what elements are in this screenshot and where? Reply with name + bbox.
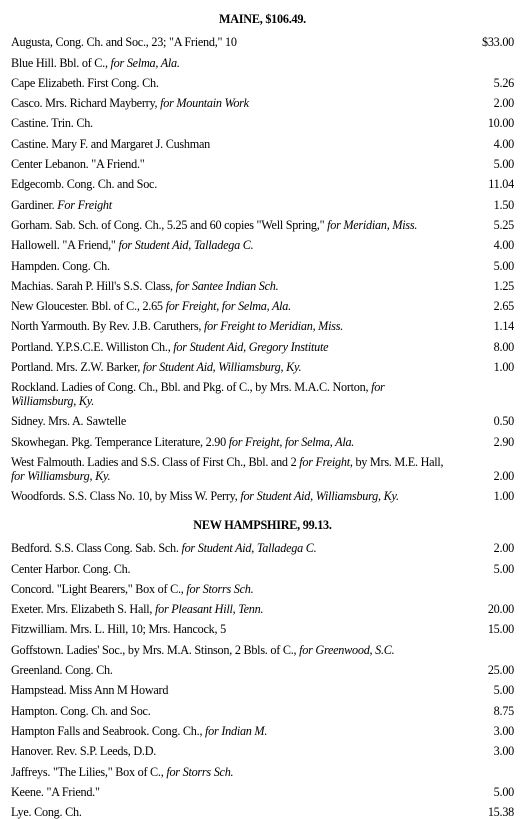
entry-amount: 15.38 xyxy=(487,805,514,819)
entry-description xyxy=(11,218,450,232)
entry-amount: 15.00 xyxy=(487,622,514,637)
entry-row xyxy=(11,70,514,90)
entry-donor-text: Edgecomb. Cong. Ch. and Soc. xyxy=(11,177,158,192)
entry-designation: for Student Aid, Talladega C. xyxy=(181,541,317,556)
entry-donor-text: Greenland. Cong. Ch. xyxy=(11,663,113,678)
entry-row xyxy=(11,616,514,636)
entry-amount: 5.00 xyxy=(493,784,514,799)
entry-designation: for Student Aid, Gregory Institute xyxy=(173,339,329,354)
entry-row xyxy=(11,151,514,171)
entry-amount: 0.50 xyxy=(493,414,514,429)
entry-description xyxy=(11,683,450,697)
entry-designation: for Freight, for Selma, Ala. xyxy=(228,434,355,449)
entry-row xyxy=(11,90,514,110)
entry-row xyxy=(11,408,514,428)
entry-amount: 5.00 xyxy=(493,683,514,698)
section-heading: MAINE, $106.49. xyxy=(219,12,306,26)
entry-donor-text: West Falmouth. Ladies and S.S. Class of First Ch., Bbl. and 2 xyxy=(11,454,297,469)
entry-amount: 5.25 xyxy=(493,217,514,232)
entry-description xyxy=(11,704,450,718)
entry-donor-text: Exeter. Mrs. Elizabeth S. Hall, xyxy=(11,602,153,617)
entry-designation: for Student Aid, Williamsburg, Ky. xyxy=(142,360,302,375)
entry-row xyxy=(11,718,514,738)
entry-amount: 8.00 xyxy=(493,339,514,354)
entry-description xyxy=(11,602,450,616)
entry-row xyxy=(11,110,514,130)
entry-row xyxy=(11,449,514,483)
entry-description xyxy=(11,663,450,677)
entry-donor-text: Hampstead. Miss Ann M Howard xyxy=(11,683,169,698)
entry-description xyxy=(11,35,450,49)
entry-amount: 1.50 xyxy=(493,197,514,212)
entry-designation: for Mountain Work xyxy=(160,96,249,111)
entry-amount: 20.00 xyxy=(487,602,514,617)
entry-description xyxy=(11,541,450,555)
entry-designation: for Santee Indian Sch. xyxy=(175,278,279,293)
entry-description xyxy=(11,137,450,151)
entry-description xyxy=(11,76,450,90)
entry-description xyxy=(11,238,450,252)
entry-designation: For Freight xyxy=(57,197,112,212)
entry-amount: 3.00 xyxy=(493,723,514,738)
entry-amount: 10.00 xyxy=(487,116,514,131)
entry-row xyxy=(11,333,514,353)
entry-designation: for Williamsburg, Ky. xyxy=(11,380,385,409)
entry-amount: 5.00 xyxy=(493,561,514,576)
entry-row xyxy=(11,697,514,717)
entry-amount: 8.75 xyxy=(493,703,514,718)
entry-designation: for Freight, xyxy=(299,454,353,469)
entry-donor-text: Augusta, Cong. Ch. and Soc., 23; "A Friend," 10 xyxy=(11,35,237,50)
entry-donor-text: Center Harbor. Cong. Ch. xyxy=(11,561,131,576)
entry-amount: 1.25 xyxy=(493,278,514,293)
entry-designation: for Williamsburg, Ky. xyxy=(11,468,111,483)
entry-row xyxy=(11,576,514,596)
entry-designation: for Indian M. xyxy=(205,723,268,738)
entry-donor-text: Blue Hill. Bbl. of C., xyxy=(11,55,108,70)
entry-donor-text: Hampton. Cong. Ch. and Soc. xyxy=(11,703,151,718)
entry-description xyxy=(11,622,450,636)
entry-description xyxy=(11,643,450,657)
entry-donor-text: Portland. Mrs. Z.W. Barker, xyxy=(11,360,141,375)
section-heading: NEW HAMPSHIRE, 99.13. xyxy=(193,517,332,532)
entry-row xyxy=(11,758,514,778)
entry-row xyxy=(11,191,514,211)
entry-row xyxy=(11,596,514,616)
entry-donor-text: by Mrs. M.E. Hall, xyxy=(355,454,444,469)
entry-description xyxy=(11,765,450,779)
entry-donor-text: Cape Elizabeth. First Cong. Ch. xyxy=(11,75,159,90)
entry-description xyxy=(11,96,450,110)
entry-donor-text: Hampden. Cong. Ch. xyxy=(11,258,110,273)
entry-description xyxy=(11,724,450,738)
entry-donor-text: New Gloucester. Bbl. of C., 2.65 xyxy=(11,299,163,314)
entry-description xyxy=(11,299,450,313)
entry-amount: 4.00 xyxy=(493,136,514,151)
entry-donor-text: Rockland. Ladies of Cong. Ch., Bbl. and Pkg. of C., by Mrs. M.A.C. Norton, xyxy=(11,380,369,395)
entry-description xyxy=(11,279,450,293)
entry-row xyxy=(11,313,514,333)
entry-designation: for Student Aid, Talladega C. xyxy=(118,238,254,253)
entry-description xyxy=(11,414,450,428)
entry-description xyxy=(11,744,450,758)
entry-designation: for Freight to Meridian, Miss. xyxy=(204,319,343,334)
entry-row xyxy=(11,29,514,49)
entry-donor-text: Bedford. S.S. Class Cong. Sab. Sch. xyxy=(11,541,179,556)
entry-designation: for Greenwood, S.C. xyxy=(299,642,395,657)
entry-description xyxy=(11,259,450,273)
entry-row xyxy=(11,657,514,677)
entry-amount: 1.14 xyxy=(493,319,514,334)
entry-row xyxy=(11,483,514,503)
entry-row xyxy=(11,535,514,555)
entry-donor-text: Portland. Y.P.S.C.E. Williston Ch., xyxy=(11,339,171,354)
entry-description xyxy=(11,562,450,576)
entry-row xyxy=(11,428,514,448)
entry-amount: 2.90 xyxy=(493,434,514,449)
entry-description xyxy=(11,785,450,799)
entry-donor-text: Goffstown. Ladies' Soc., by Mrs. M.A. Stinson, 2 Bbls. of C., xyxy=(11,642,297,657)
entry-amount: 5.00 xyxy=(493,258,514,273)
entry-row xyxy=(11,171,514,191)
entry-description xyxy=(11,157,450,171)
entry-amount: 3.00 xyxy=(493,744,514,759)
entry-amount: 1.00 xyxy=(493,360,514,375)
entry-amount: $33.00 xyxy=(481,35,514,50)
entry-donor-text: Woodfords. S.S. Class No. 10, by Miss W. Perry, xyxy=(11,488,238,503)
entry-description xyxy=(11,435,450,449)
entry-row xyxy=(11,293,514,313)
entry-donor-text: Hallowell. "A Friend," xyxy=(11,238,116,253)
entry-designation: for Student Aid, Williamsburg, Ky. xyxy=(240,488,399,503)
entry-row xyxy=(11,130,514,150)
entry-row xyxy=(11,555,514,575)
entry-designation: for Storrs Sch. xyxy=(166,764,234,779)
entry-row xyxy=(11,273,514,293)
entry-designation: for Selma, Ala. xyxy=(110,55,180,70)
entry-designation: for Meridian, Miss. xyxy=(327,217,418,232)
entry-row xyxy=(11,212,514,232)
entry-row xyxy=(11,252,514,272)
entry-amount: 5.26 xyxy=(493,75,514,90)
entry-donor-text: Hanover. Rev. S.P. Leeds, D.D. xyxy=(11,744,157,759)
entry-amount: 2.00 xyxy=(493,468,514,483)
entry-donor-text: Castine. Mary F. and Margaret J. Cushman xyxy=(11,136,211,151)
entry-donor-text: Gorham. Sab. Sch. of Cong. Ch., 5.25 and 60 copies "Well Spring," xyxy=(11,217,325,232)
entry-description xyxy=(11,489,450,503)
entry-description xyxy=(11,319,450,333)
entry-description xyxy=(11,116,450,130)
entry-donor-text: Concord. "Light Bearers," Box of C., xyxy=(11,581,184,596)
entry-amount: 11.04 xyxy=(488,177,514,192)
entry-amount: 2.00 xyxy=(493,96,514,111)
entry-row xyxy=(11,799,514,819)
entry-donor-text: Fitzwilliam. Mrs. L. Hill, 10; Mrs. Hancock, 5 xyxy=(11,622,226,637)
section-maine xyxy=(11,9,514,503)
entry-row xyxy=(11,354,514,374)
entry-donor-text: Jaffreys. "The Lilies," Box of C., xyxy=(11,764,164,779)
entry-donor-text: Castine. Trin. Ch. xyxy=(11,116,93,131)
entry-description xyxy=(11,340,450,354)
entry-designation: for Pleasant Hill, Tenn. xyxy=(154,602,264,617)
section-new-hampshire xyxy=(11,515,514,819)
entry-amount: 25.00 xyxy=(487,663,514,678)
entry-amount: 4.00 xyxy=(493,238,514,253)
entry-donor-text: Sidney. Mrs. A. Sawtelle xyxy=(11,414,127,429)
entry-row xyxy=(11,738,514,758)
entry-description xyxy=(11,582,450,596)
entry-description xyxy=(11,380,450,408)
entry-donor-text: Center Lebanon. "A Friend." xyxy=(11,157,145,172)
entry-donor-text: Casco. Mrs. Richard Mayberry, xyxy=(11,96,158,111)
entry-amount: 5.00 xyxy=(493,157,514,172)
entry-description xyxy=(11,56,450,70)
entry-amount: 1.00 xyxy=(493,488,514,503)
entry-row xyxy=(11,677,514,697)
entry-designation: for Storrs Sch. xyxy=(186,581,254,596)
entry-donor-text: Skowhegan. Pkg. Temperance Literature, 2.90 xyxy=(11,434,226,449)
entry-donor-text: Machias. Sarah P. Hill's S.S. Class, xyxy=(11,278,173,293)
entry-donor-text: Keene. "A Friend." xyxy=(11,784,100,799)
entry-amount: 2.65 xyxy=(493,299,514,314)
entry-donor-text: Lye. Cong. Ch. xyxy=(11,805,82,819)
entry-row xyxy=(11,232,514,252)
entry-donor-text: Hampton Falls and Seabrook. Cong. Ch., xyxy=(11,723,203,738)
entry-donor-text: Gardiner. xyxy=(11,197,55,212)
entry-row xyxy=(11,636,514,656)
entry-row xyxy=(11,49,514,69)
entry-row xyxy=(11,779,514,799)
entry-description xyxy=(11,360,450,374)
entry-description xyxy=(11,177,450,191)
entry-description xyxy=(11,198,450,212)
entry-list xyxy=(11,535,514,819)
entry-row xyxy=(11,374,514,408)
entry-list xyxy=(11,29,514,503)
entry-description xyxy=(11,805,450,819)
entry-description xyxy=(11,455,450,483)
entry-designation: for Freight, for Selma, Ala. xyxy=(165,299,291,314)
entry-donor-text: North Yarmouth. By Rev. J.B. Caruthers, xyxy=(11,319,202,334)
entry-amount: 2.00 xyxy=(493,541,514,556)
